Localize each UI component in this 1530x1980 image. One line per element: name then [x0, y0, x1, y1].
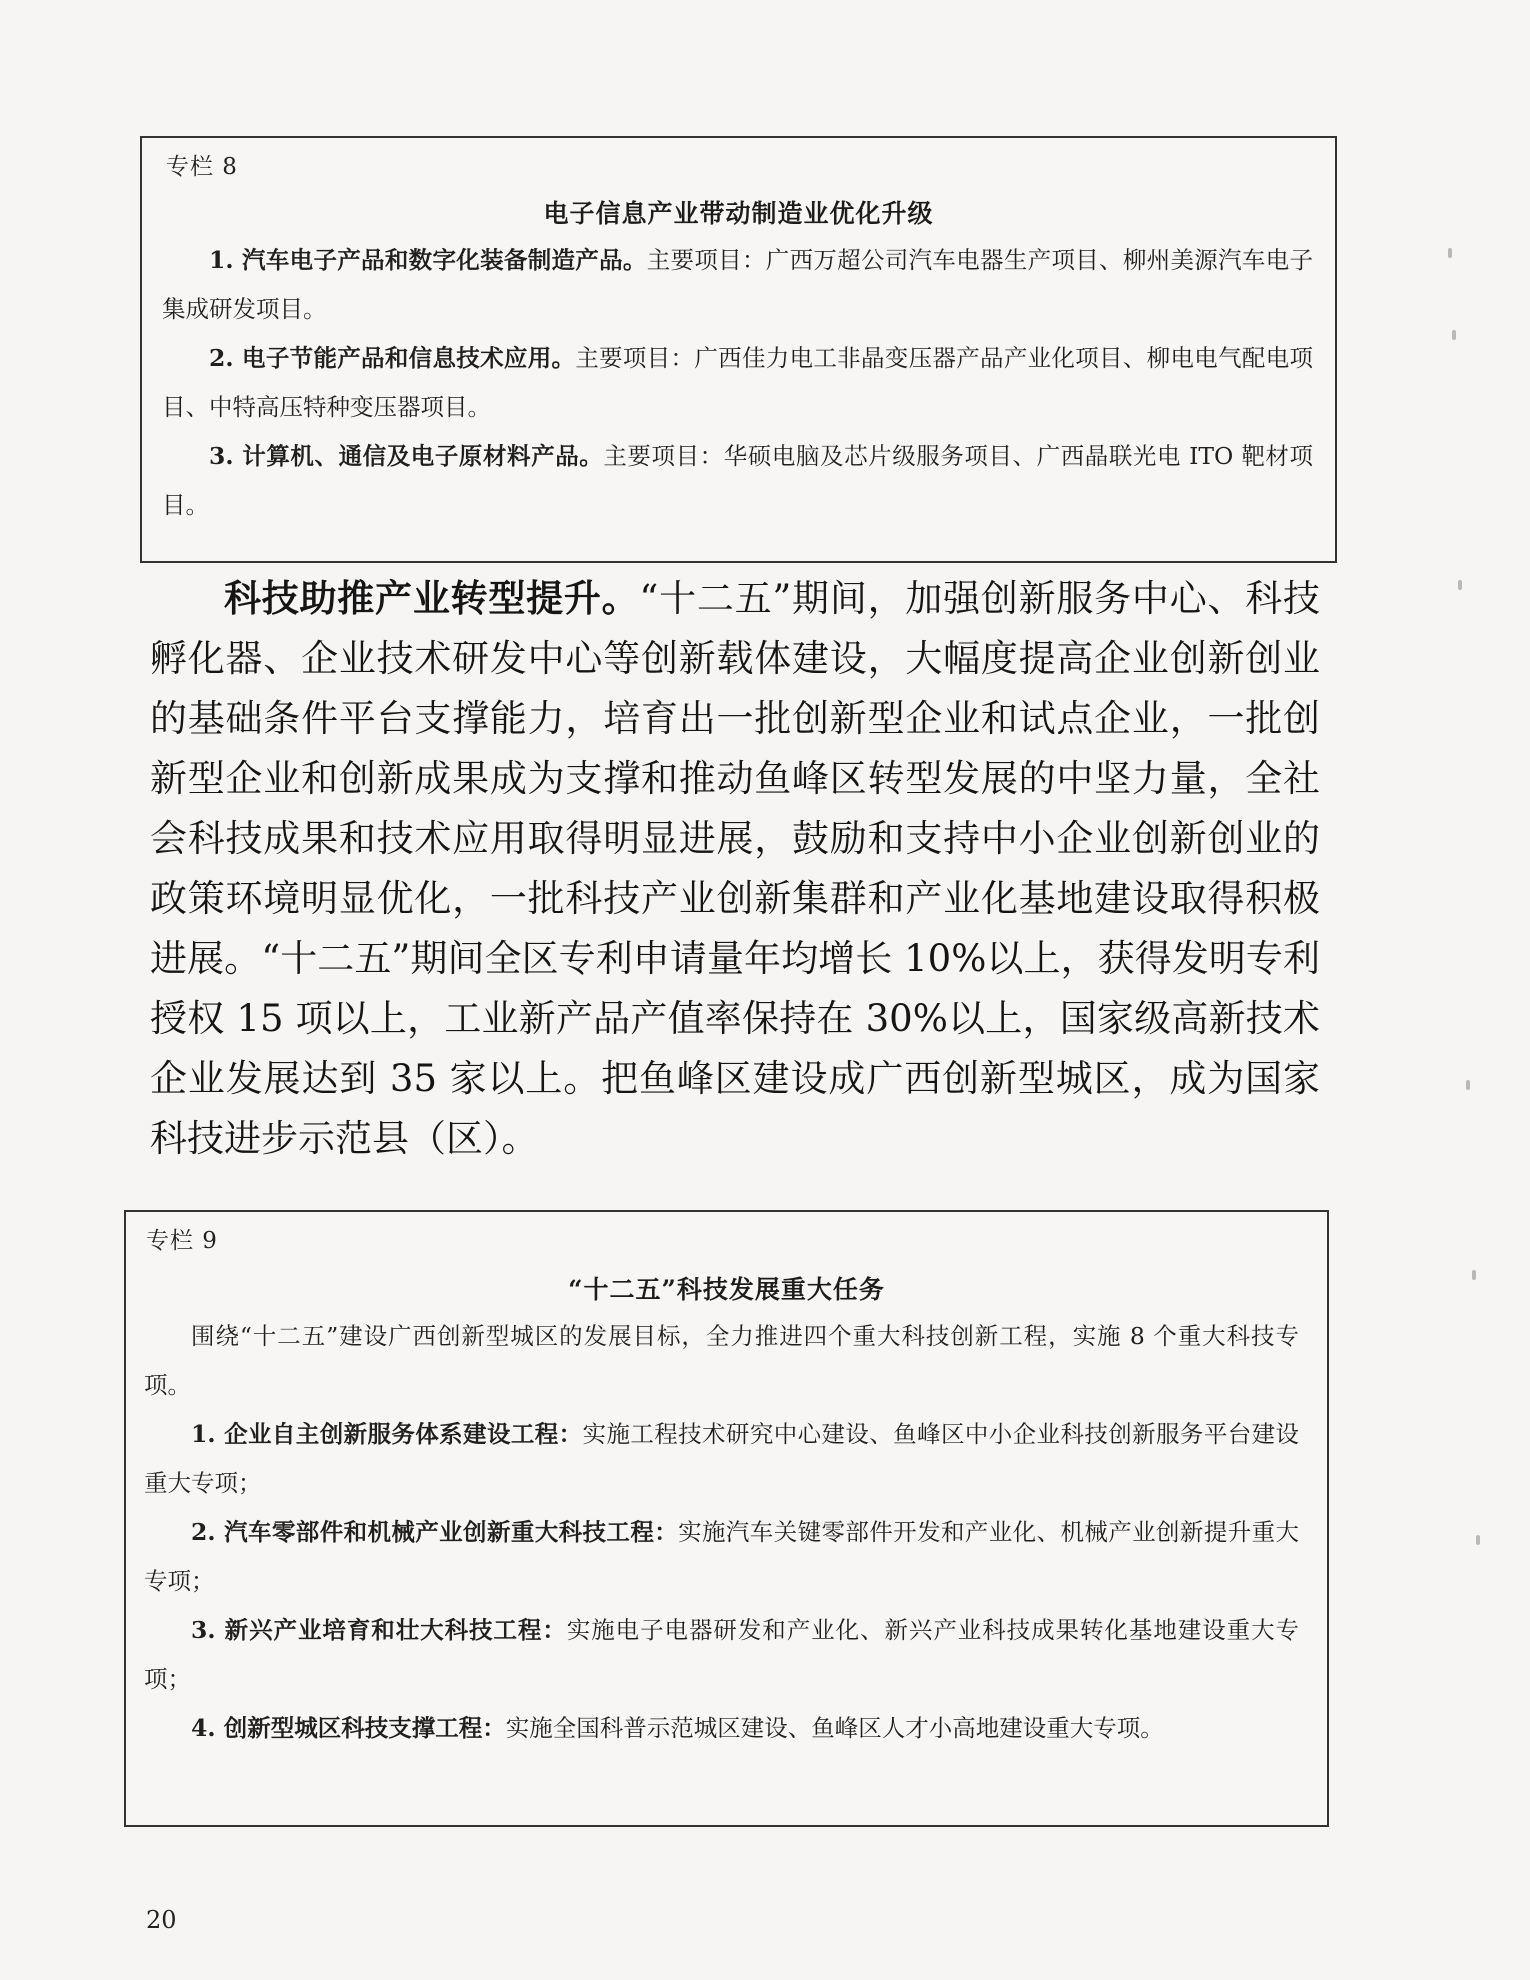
list-item [144, 1508, 1299, 1606]
item-body: 主要项目：华硕电脑及芯片级服务项目、广西晶联光电 ITO 靶材项目。 [162, 442, 1314, 519]
scan-speck [1452, 330, 1456, 340]
item-heading: 2. 电子节能产品和信息技术应用。 [209, 344, 576, 372]
item-heading: 4. 创新型城区科技支撑工程： [191, 1714, 506, 1742]
box-title: “十二五”科技发展重大任务 [568, 1275, 885, 1304]
item-heading: 2. 汽车零部件和机械产业创新重大科技工程： [191, 1518, 679, 1546]
column-box-9 [124, 1210, 1329, 1827]
main-paragraph [150, 568, 1320, 1169]
list-item [144, 1410, 1299, 1508]
list-item [162, 334, 1313, 432]
item-heading: 3. 计算机、通信及电子原材料产品。 [209, 442, 604, 470]
item-heading: 1. 企业自主创新服务体系建设工程： [191, 1420, 583, 1448]
scan-speck [1472, 1270, 1476, 1280]
item-body: 实施汽车关键零部件开发和产业化、机械产业创新提升重大专项； [144, 1518, 1300, 1595]
list-item [162, 236, 1313, 334]
scan-speck [1466, 1080, 1470, 1090]
list-item [162, 432, 1313, 530]
list-item [144, 1704, 1299, 1753]
box-intro: 围绕“十二五”建设广西创新型城区的发展目标，全力推进四个重大科技创新工程，实施 8 个重大科技专项。 [144, 1322, 1299, 1399]
item-body: 实施工程技术研究中心建设、鱼峰区中小企业科技创新服务平台建设重大专项； [144, 1420, 1300, 1497]
box-title: 电子信息产业带动制造业优化升级 [543, 199, 934, 228]
column-box-8 [140, 136, 1337, 563]
paragraph-heading: 科技助推产业转型提升。 [224, 576, 640, 620]
item-body: 主要项目：广西万超公司汽车电器生产项目、柳州美源汽车电子集成研发项目。 [162, 246, 1314, 323]
item-heading: 1. 汽车电子产品和数字化装备制造产品。 [209, 246, 647, 274]
box-content [162, 236, 1313, 530]
box-label: 专栏 8 [166, 154, 238, 180]
scan-speck [1476, 1535, 1480, 1545]
box-label: 专栏 9 [146, 1228, 218, 1254]
scan-speck [1448, 248, 1452, 258]
item-body: 实施电子电器研发和产业化、新兴产业科技成果转化基地建设重大专项； [144, 1616, 1300, 1693]
page-number: 20 [146, 1906, 177, 1934]
item-body: 主要项目：广西佳力电工非晶变压器产品产业化项目、柳电电气配电项目、中特高压特种变压器项目。 [162, 344, 1313, 421]
list-item [144, 1606, 1299, 1704]
scan-speck [1458, 580, 1462, 590]
item-heading: 3. 新兴产业培育和壮大科技工程： [191, 1616, 567, 1644]
item-body: 实施全国科普示范城区建设、鱼峰区人才小高地建设重大专项。 [505, 1714, 1164, 1742]
paragraph-body: “十二五”期间，加强创新服务中心、科技孵化器、企业技术研发中心等创新载体建设，大幅度提高企业创新创业的基础条件平台支撑能力，培育出一批创新型企业和试点企业，一批创新型企业和创新成果成为支撑和推动鱼峰区转型发展的中坚力量，全社会科技成果和技术应用取得明显进展，鼓励和支持中小企业创新创业的政策环境明显优化，一批科技产业创新集群和产业化基地建设取得积极进展。“十二五”期间全区专利申请量年均增长 10%以上，获得发明专利授权 15 项以上，工业新产品产值率保持在 30%以上，国家级高新技术企业发展达到 35 家以上。把鱼峰区建设成广西创新型城区，成为国家科技进步示范县（区）。 [150, 577, 1320, 1160]
box-content [144, 1312, 1299, 1753]
